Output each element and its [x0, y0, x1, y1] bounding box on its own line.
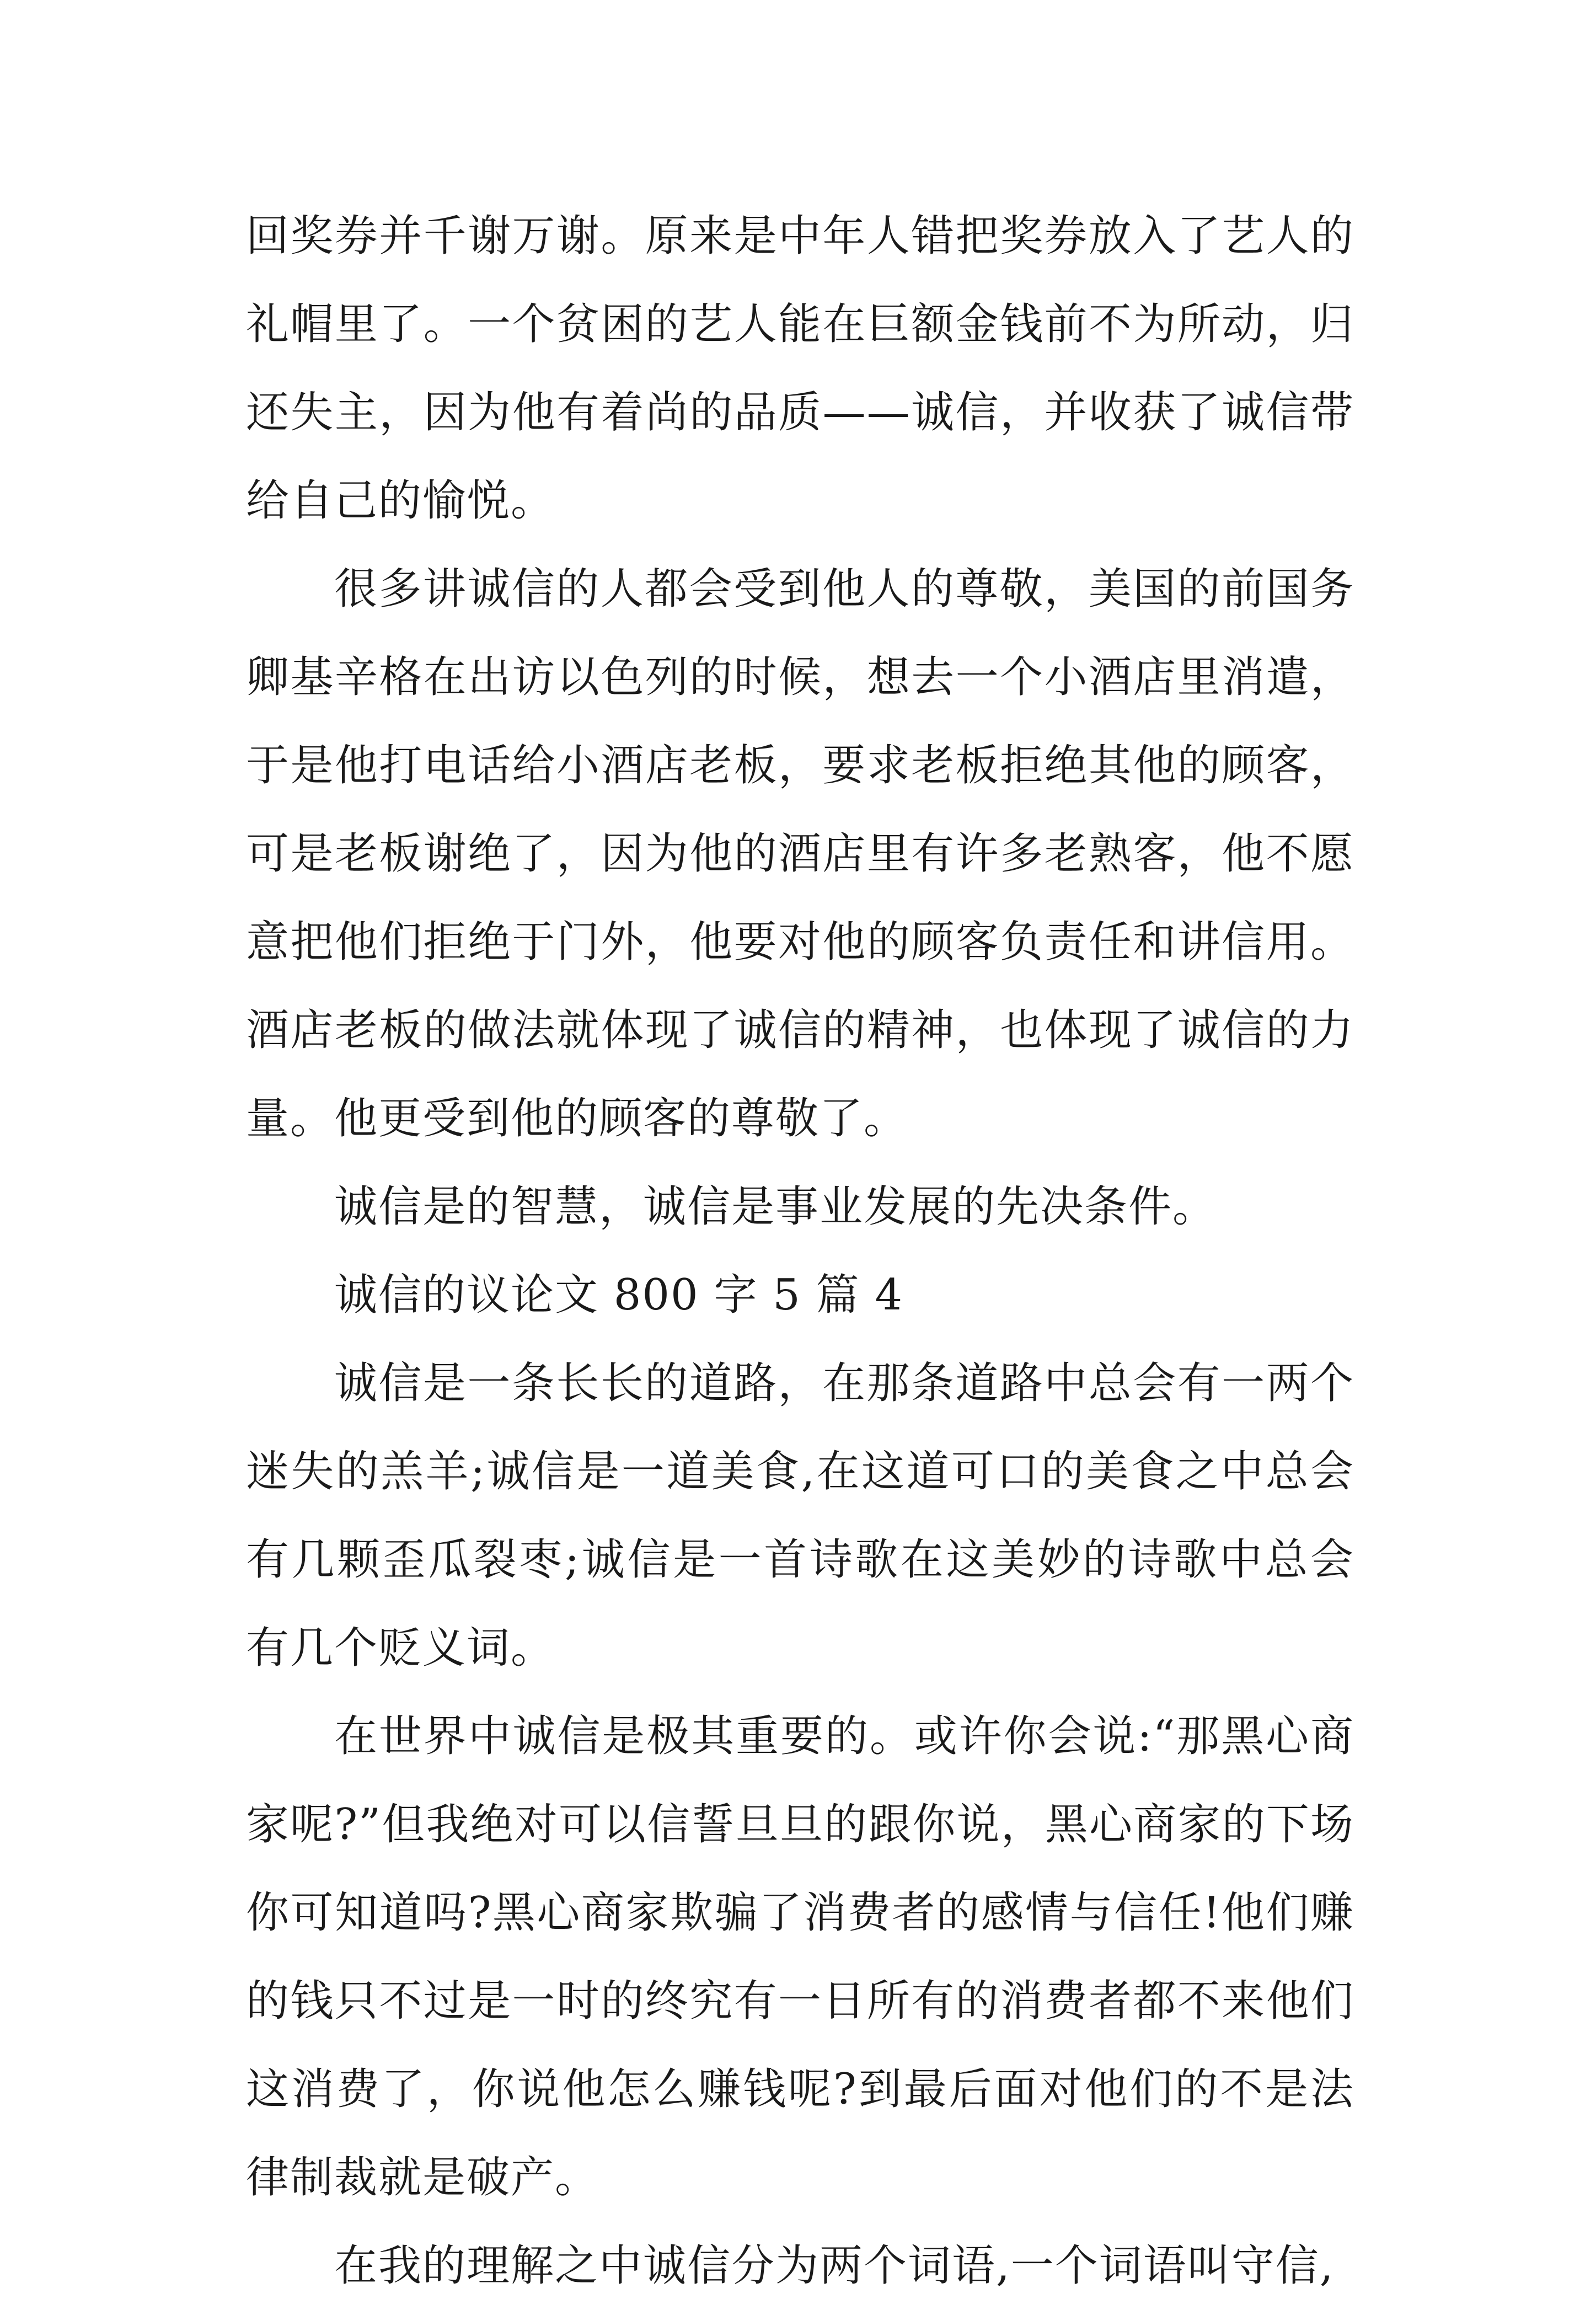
- paragraph-4: 诚信是一条长长的道路，在那条道路中总会有一两个迷失的羔羊;诚信是一道美食,在这道可口的美食之中总会有几颗歪瓜裂枣;诚信是一首诗歌在这美妙的诗歌中总会有几个贬义词。: [246, 1359, 1354, 1673]
- paragraph-3: 诚信是的智慧，诚信是事业发展的先决条件。: [334, 1182, 1217, 1232]
- section-heading: 诚信的议论文 800 字 5 篇 4: [334, 1270, 904, 1320]
- paragraph-1: 回奖券并千谢万谢。原来是中年人错把奖券放入了艺人的礼帽里了。一个贫困的艺人能在巨额金钱前不为所动，归还失主，因为他有着尚的品质——诚信，并收获了诚信带给自己的愉悦。: [246, 211, 1354, 526]
- paragraph-2: 很多讲诚信的人都会受到他人的尊敬，美国的前国务卿基辛格在出访以色列的时候，想去一个小酒店里消遣，于是他打电话给小酒店老板，要求老板拒绝其他的顾客，可是老板谢绝了，因为他的酒店里有许多老熟客，他不愿意把他们拒绝于门外，他要对他的顾客负责任和讲信用。酒店老板的做法就体现了诚信的精神，也体现了诚信的力量。他更受到他的顾客的尊敬了。: [246, 564, 1354, 1143]
- paragraph-6: 在我的理解之中诚信分为两个词语,一个词语叫守信,: [334, 2241, 1335, 2291]
- document-body: [246, 192, 1354, 2310]
- paragraph-5: 在世界中诚信是极其重要的。或许你会说:“那黑心商家呢?”但我绝对可以信誓旦旦的跟你说，黑心商家的下场你可知道吗?黑心商家欺骗了消费者的感情与信任!他们赚的钱只不过是一时的终究有一日所有的消费者都不来他们这消费了，你说他怎么赚钱呢?到最后面对他们的不是法律制裁就是破产。: [246, 1712, 1354, 2202]
